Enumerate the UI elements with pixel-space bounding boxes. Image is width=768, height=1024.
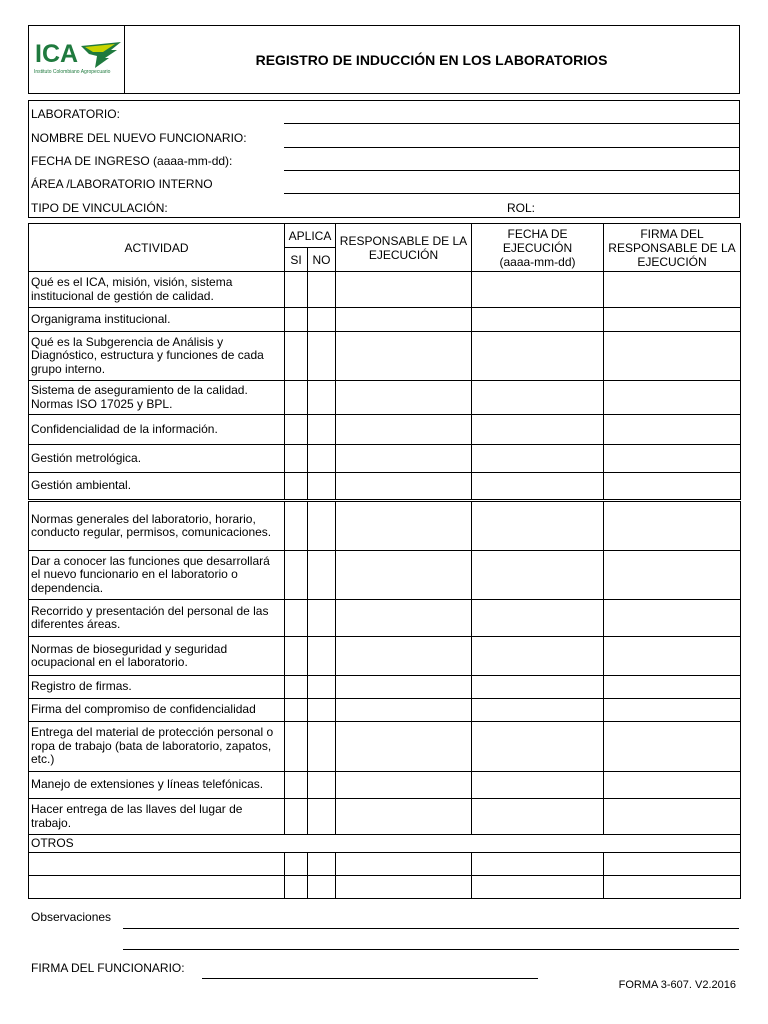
fecha-cell[interactable] xyxy=(472,637,604,676)
si-cell[interactable] xyxy=(285,381,308,415)
fecha-cell[interactable] xyxy=(472,272,604,308)
fecha-ingreso-label: FECHA DE INGRESO (aaaa-mm-dd): xyxy=(31,154,233,168)
si-cell[interactable] xyxy=(285,308,308,332)
no-cell[interactable] xyxy=(308,600,336,637)
si-cell[interactable] xyxy=(285,772,308,799)
area-field[interactable] xyxy=(284,193,740,194)
no-cell[interactable] xyxy=(308,637,336,676)
no-cell[interactable] xyxy=(308,415,336,445)
si-cell[interactable] xyxy=(285,332,308,381)
header-fecha-ejecucion xyxy=(472,224,604,272)
activity-cell: Qué es el ICA, misión, visión, sistema institucional de gestión de calidad. xyxy=(29,272,285,308)
header-fecha-ejecucion-label: FECHA DE EJECUCIÓN xyxy=(502,226,573,255)
fecha-cell[interactable] xyxy=(472,600,604,637)
laboratorio-field[interactable] xyxy=(284,123,740,124)
responsable-cell[interactable] xyxy=(336,600,472,637)
si-cell[interactable] xyxy=(285,445,308,473)
firma-cell[interactable] xyxy=(604,772,741,799)
fecha-cell[interactable] xyxy=(472,772,604,799)
responsable-cell[interactable] xyxy=(336,272,472,308)
fecha-cell[interactable] xyxy=(472,676,604,699)
table-row xyxy=(29,445,741,473)
activity-cell: Dar a conocer las funciones que desarrollará el nuevo funcionario en el laboratorio o dependencia. xyxy=(29,551,285,600)
activity-cell: Recorrido y presentación del personal de las diferentes áreas. xyxy=(29,600,285,637)
observaciones-line-2[interactable] xyxy=(123,949,739,950)
logo-text: ICA xyxy=(35,40,79,68)
activity-cell: Normas generales del laboratorio, horario, conducto regular, permisos, comunicaciones. xyxy=(29,501,285,551)
no-cell[interactable] xyxy=(308,308,336,332)
si-cell[interactable] xyxy=(285,799,308,835)
responsable-cell[interactable] xyxy=(336,445,472,473)
activity-cell: Hacer entrega de las llaves del lugar de trabajo. xyxy=(29,799,285,835)
firma-cell[interactable] xyxy=(604,551,741,600)
no-cell[interactable] xyxy=(308,853,336,876)
nombre-label: NOMBRE DEL NUEVO FUNCIONARIO: xyxy=(31,131,247,145)
firma-cell[interactable] xyxy=(604,501,741,551)
responsable-cell[interactable] xyxy=(336,473,472,501)
responsable-cell[interactable] xyxy=(336,853,472,876)
activity-cell: Gestión metrológica. xyxy=(29,445,285,473)
rol-label: ROL: xyxy=(507,201,536,215)
fecha-cell[interactable] xyxy=(472,501,604,551)
firma-cell[interactable] xyxy=(604,381,741,415)
no-cell[interactable] xyxy=(308,551,336,600)
si-cell[interactable] xyxy=(285,637,308,676)
tipo-vinculacion-label: TIPO DE VINCULACIÓN: xyxy=(31,201,168,215)
fecha-cell[interactable] xyxy=(472,445,604,473)
fecha-cell[interactable] xyxy=(472,415,604,445)
firma-cell[interactable] xyxy=(604,473,741,501)
si-cell[interactable] xyxy=(285,551,308,600)
responsable-cell[interactable] xyxy=(336,501,472,551)
fecha-cell[interactable] xyxy=(472,308,604,332)
otros-row xyxy=(29,835,741,853)
table-row xyxy=(29,501,741,551)
firma-cell[interactable] xyxy=(604,722,741,772)
table-row xyxy=(29,699,741,722)
header-actividad: ACTIVIDAD xyxy=(29,224,285,272)
responsable-cell[interactable] xyxy=(336,381,472,415)
fecha-cell[interactable] xyxy=(472,473,604,501)
fecha-cell[interactable] xyxy=(472,551,604,600)
activity-cell: Sistema de aseguramiento de la calidad. Normas ISO 17025 y BPL. xyxy=(29,381,285,415)
fecha-cell[interactable] xyxy=(472,722,604,772)
table-row xyxy=(29,637,741,676)
no-cell[interactable] xyxy=(308,332,336,381)
table-row xyxy=(29,876,741,899)
firma-cell[interactable] xyxy=(604,799,741,835)
activity-cell: Organigrama institucional. xyxy=(29,308,285,332)
firma-cell[interactable] xyxy=(604,876,741,899)
form-header xyxy=(28,25,740,94)
responsable-cell[interactable] xyxy=(336,699,472,722)
table-row xyxy=(29,415,741,445)
firma-cell[interactable] xyxy=(604,332,741,381)
firma-cell[interactable] xyxy=(604,308,741,332)
area-label: ÁREA /LABORATORIO INTERNO xyxy=(31,177,213,191)
si-cell[interactable] xyxy=(285,853,308,876)
activity-cell: Registro de firmas. xyxy=(29,676,285,699)
table-row xyxy=(29,381,741,415)
firma-cell[interactable] xyxy=(604,600,741,637)
table-row xyxy=(29,676,741,699)
responsable-cell[interactable] xyxy=(336,799,472,835)
no-cell[interactable] xyxy=(308,676,336,699)
nombre-field[interactable] xyxy=(284,147,740,148)
firma-cell[interactable] xyxy=(604,853,741,876)
firma-funcionario-field[interactable] xyxy=(202,978,538,979)
table-row xyxy=(29,308,741,332)
responsable-cell[interactable] xyxy=(336,876,472,899)
table-row xyxy=(29,853,741,876)
table-row xyxy=(29,600,741,637)
tipo-vinculacion-field[interactable] xyxy=(284,217,471,218)
table-row xyxy=(29,272,741,308)
firma-funcionario-label: FIRMA DEL FUNCIONARIO: xyxy=(31,961,185,975)
table-row xyxy=(29,799,741,835)
header-si: SI xyxy=(285,248,308,272)
activity-cell: Confidencialidad de la información. xyxy=(29,415,285,445)
si-cell[interactable] xyxy=(285,676,308,699)
responsable-cell[interactable] xyxy=(336,332,472,381)
header-responsable: RESPONSABLE DE LA EJECUCIÓN xyxy=(336,224,472,272)
fecha-cell[interactable] xyxy=(472,853,604,876)
table-row xyxy=(29,722,741,772)
rol-field[interactable] xyxy=(538,217,740,218)
si-cell[interactable] xyxy=(285,501,308,551)
responsable-cell[interactable] xyxy=(336,308,472,332)
no-cell[interactable] xyxy=(308,381,336,415)
table-row xyxy=(29,772,741,799)
laboratorio-label: LABORATORIO: xyxy=(31,107,120,121)
firma-cell[interactable] xyxy=(604,445,741,473)
activity-cell: Qué es la Subgerencia de Análisis y Diagnóstico, estructura y funciones de cada grupo interno. xyxy=(29,332,285,381)
responsable-cell[interactable] xyxy=(336,722,472,772)
firma-cell[interactable] xyxy=(604,699,741,722)
form-code: FORMA 3-607. V2.2016 xyxy=(618,979,736,991)
si-cell[interactable] xyxy=(285,272,308,308)
si-cell[interactable] xyxy=(285,473,308,501)
responsable-cell[interactable] xyxy=(336,551,472,600)
no-cell[interactable] xyxy=(308,272,336,308)
responsable-cell[interactable] xyxy=(336,415,472,445)
header-fecha-ejecucion-format: (aaaa-mm-dd) xyxy=(499,254,576,269)
activity-cell[interactable] xyxy=(29,876,285,899)
responsable-cell[interactable] xyxy=(336,676,472,699)
firma-cell[interactable] xyxy=(604,272,741,308)
no-cell[interactable] xyxy=(308,722,336,772)
si-cell[interactable] xyxy=(285,876,308,899)
ica-logo xyxy=(29,26,125,93)
responsable-cell[interactable] xyxy=(336,637,472,676)
firma-cell[interactable] xyxy=(604,676,741,699)
logo-subtitle: Instituto Colombiano Agropecuario xyxy=(34,69,111,75)
observaciones-line-1[interactable] xyxy=(123,928,739,929)
no-cell[interactable] xyxy=(308,473,336,501)
si-cell[interactable] xyxy=(285,722,308,772)
firma-cell[interactable] xyxy=(604,415,741,445)
no-cell[interactable] xyxy=(308,445,336,473)
logo-wing-icon xyxy=(81,42,121,68)
table-row xyxy=(29,332,741,381)
responsable-cell[interactable] xyxy=(336,772,472,799)
page-title: REGISTRO DE INDUCCIÓN EN LOS LABORATORIOS xyxy=(255,52,608,68)
observaciones-label: Observaciones xyxy=(31,910,112,924)
activity-cell: Firma del compromiso de confidencialidad xyxy=(29,699,285,722)
activity-cell[interactable] xyxy=(29,853,285,876)
activity-cell: Normas de bioseguridad y seguridad ocupacional en el laboratorio. xyxy=(29,637,285,676)
no-cell[interactable] xyxy=(308,799,336,835)
no-cell[interactable] xyxy=(308,772,336,799)
otros-label: OTROS xyxy=(29,835,741,853)
fecha-cell[interactable] xyxy=(472,876,604,899)
header-no: NO xyxy=(308,248,336,272)
si-cell[interactable] xyxy=(285,415,308,445)
fecha-cell[interactable] xyxy=(472,699,604,722)
table-row xyxy=(29,551,741,600)
fecha-cell[interactable] xyxy=(472,381,604,415)
si-cell[interactable] xyxy=(285,699,308,722)
fecha-cell[interactable] xyxy=(472,332,604,381)
fecha-ingreso-field[interactable] xyxy=(284,170,740,171)
header-aplica: APLICA xyxy=(285,224,336,248)
firma-cell[interactable] xyxy=(604,637,741,676)
activities-table xyxy=(28,223,741,899)
no-cell[interactable] xyxy=(308,699,336,722)
fecha-cell[interactable] xyxy=(472,799,604,835)
activity-cell: Entrega del material de protección personal o ropa de trabajo (bata de laboratorio, zapatos, etc.) xyxy=(29,722,285,772)
si-cell[interactable] xyxy=(285,600,308,637)
activity-cell: Manejo de extensiones y líneas telefónicas. xyxy=(29,772,285,799)
table-row xyxy=(29,473,741,501)
no-cell[interactable] xyxy=(308,876,336,899)
no-cell[interactable] xyxy=(308,501,336,551)
activity-cell: Gestión ambiental. xyxy=(29,473,285,501)
header-firma: FIRMA DEL RESPONSABLE DE LA EJECUCIÓN xyxy=(604,224,741,272)
